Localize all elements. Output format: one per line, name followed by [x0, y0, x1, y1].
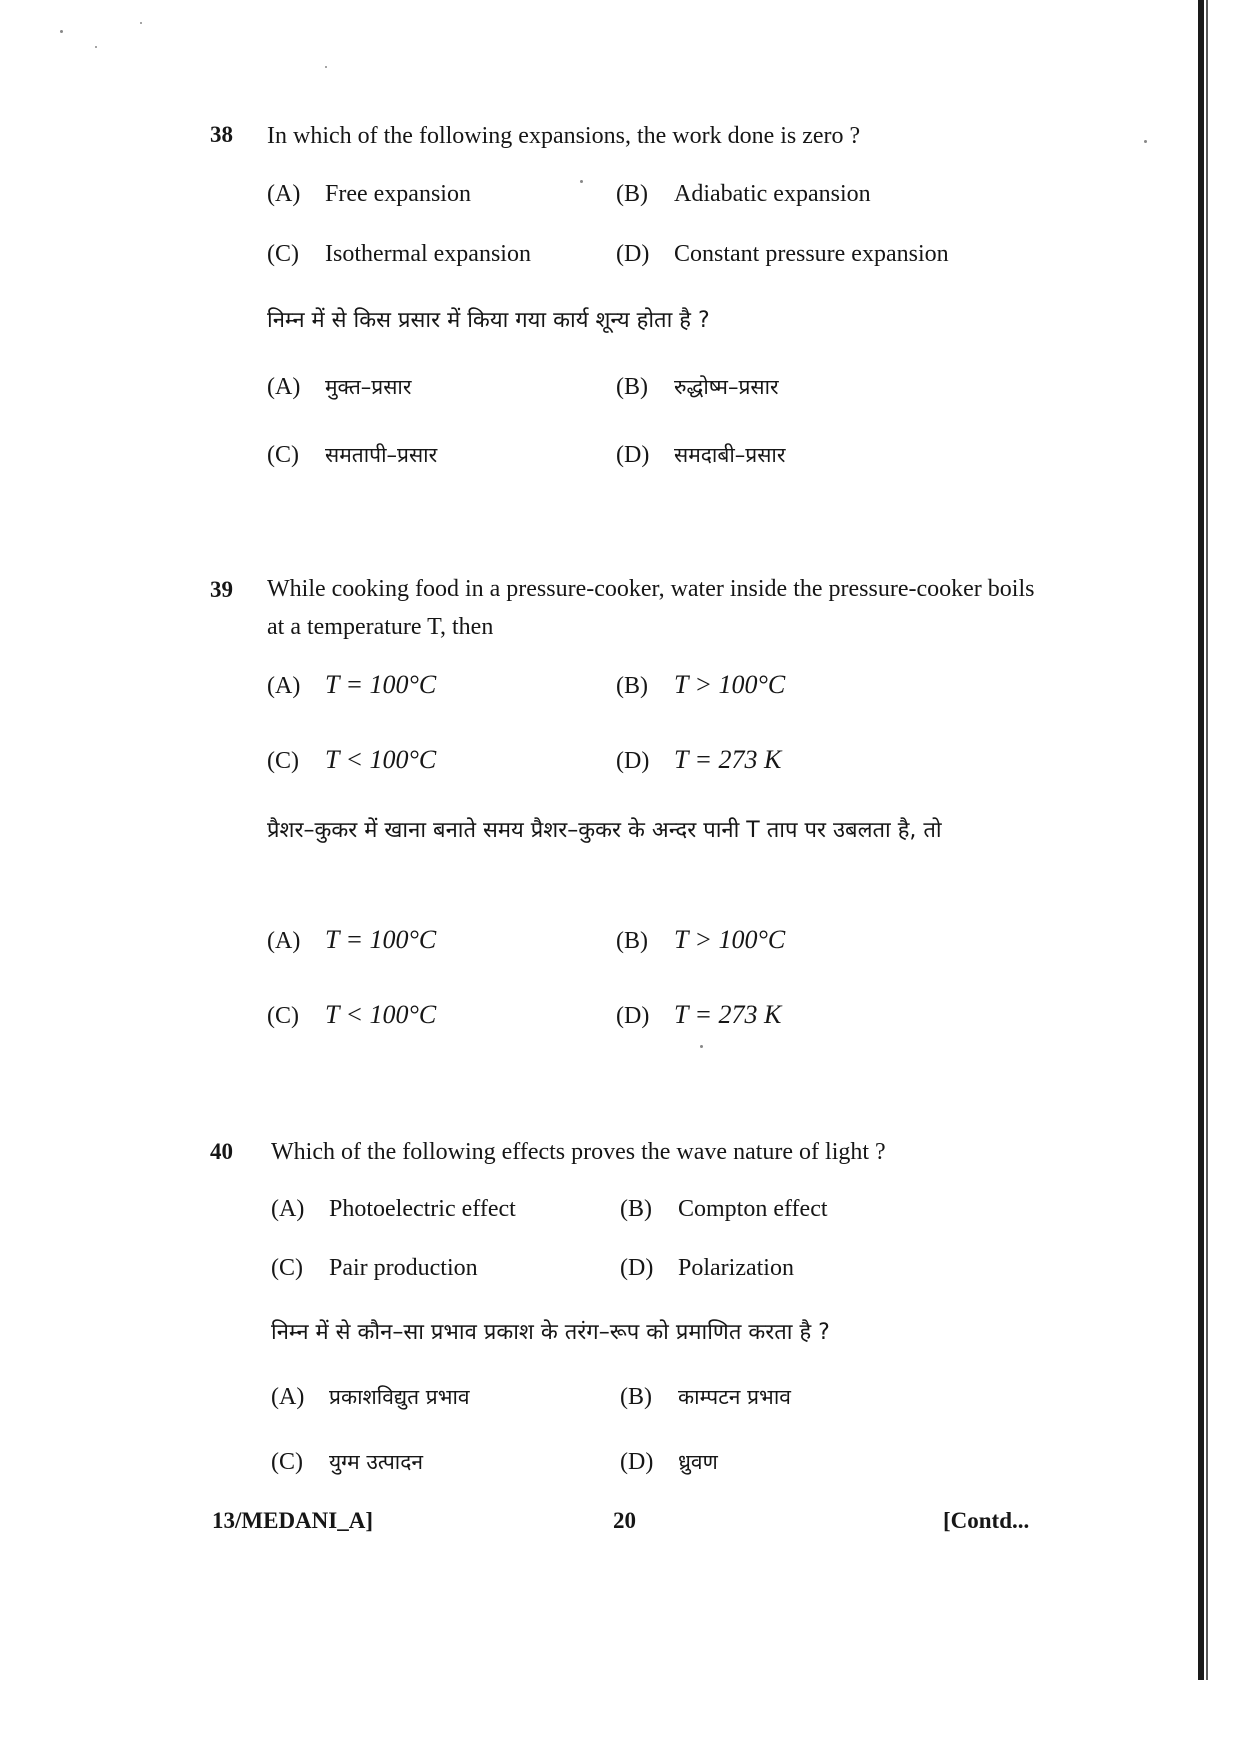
option-text: Adiabatic expansion [674, 181, 871, 207]
binding-edge-line [1198, 0, 1204, 1680]
footer-continued: [Contd... [943, 1508, 1030, 1533]
q39-hindi-option-c[interactable] [267, 1000, 436, 1030]
option-text: मुक्त–प्रसार [325, 375, 412, 399]
option-text: T = 100°C [325, 670, 437, 699]
option-text: Free expansion [325, 181, 471, 207]
q40-hindi-option-b[interactable] [620, 1383, 791, 1411]
scan-speck [60, 30, 63, 33]
question-38-hindi-text: निम्न में से किस प्रसार में किया गया कार्य शून्य होता है ? [267, 308, 710, 333]
scan-speck [140, 22, 142, 24]
question-39-hindi-text: प्रैशर–कुकर में खाना बनाते समय प्रैशर–कुकर के अन्दर पानी T ताप पर उबलता है, तो [267, 818, 942, 843]
option-label: (B) [616, 928, 648, 954]
q38-option-b[interactable] [616, 181, 871, 208]
q39-hindi-option-b[interactable] [616, 925, 785, 955]
option-label: (D) [616, 1003, 650, 1029]
option-text: Constant pressure expansion [674, 241, 949, 267]
question-38-number: 38 [210, 122, 233, 147]
question-39-text: While cooking food in a pressure-cooker, water inside the pressure-cooker boils at a temperature T, then [267, 576, 1035, 640]
q38-option-c[interactable] [267, 241, 531, 268]
option-text: ध्रुवण [678, 1450, 718, 1474]
option-label: (D) [616, 748, 650, 774]
scan-speck [580, 180, 583, 183]
q39-option-a[interactable] [267, 670, 436, 700]
option-label: (C) [267, 442, 299, 468]
option-text: T = 273 K [674, 1000, 782, 1029]
q39-option-b[interactable] [616, 670, 785, 700]
scan-speck [95, 46, 97, 48]
option-label: (D) [616, 241, 650, 267]
option-label: (B) [620, 1384, 652, 1410]
option-label: (D) [620, 1449, 654, 1475]
option-label: (A) [267, 673, 301, 699]
option-label: (C) [271, 1255, 303, 1281]
option-label: (A) [267, 374, 301, 400]
q38-hindi-option-a[interactable] [267, 373, 411, 401]
option-label: (B) [616, 673, 648, 699]
option-label: (C) [267, 1003, 299, 1029]
q38-hindi-option-d[interactable] [616, 441, 785, 469]
option-label: (C) [267, 748, 299, 774]
q40-option-a[interactable] [271, 1196, 516, 1223]
question-38-text: In which of the following expansions, the work done is zero ? [267, 123, 861, 149]
option-label: (D) [620, 1255, 654, 1281]
q38-hindi-option-b[interactable] [616, 373, 779, 401]
footer-page-number: 20 [613, 1508, 636, 1533]
option-text: T < 100°C [325, 1000, 437, 1029]
option-text: Isothermal expansion [325, 241, 531, 267]
q38-option-a[interactable] [267, 181, 471, 208]
scan-speck [325, 66, 327, 68]
option-label: (D) [616, 442, 650, 468]
option-label: (A) [267, 181, 301, 207]
option-label: (A) [267, 928, 301, 954]
scan-speck [1144, 140, 1147, 143]
q39-hindi-option-a[interactable] [267, 925, 436, 955]
option-text: समतापी–प्रसार [325, 443, 438, 467]
option-text: रुद्धोष्म–प्रसार [674, 375, 779, 399]
q40-hindi-option-a[interactable] [271, 1383, 470, 1411]
q40-option-b[interactable] [620, 1196, 828, 1223]
option-text: प्रकाशविद्युत प्रभाव [329, 1385, 470, 1409]
option-text: Pair production [329, 1255, 478, 1281]
q39-hindi-option-d[interactable] [616, 1000, 781, 1030]
option-text: T = 100°C [325, 925, 437, 954]
option-text: T < 100°C [325, 745, 437, 774]
question-40-text: Which of the following effects proves the wave nature of light ? [271, 1139, 886, 1165]
option-text: समदाबी–प्रसार [674, 443, 786, 467]
option-text: T > 100°C [674, 925, 786, 954]
footer-paper-code: 13/MEDANI_A] [212, 1508, 373, 1533]
q40-hindi-option-d[interactable] [620, 1448, 718, 1476]
q40-option-d[interactable] [620, 1255, 794, 1282]
q39-option-c[interactable] [267, 745, 436, 775]
q38-option-d[interactable] [616, 241, 949, 268]
q40-option-c[interactable] [271, 1255, 478, 1282]
option-label: (A) [271, 1196, 305, 1222]
option-label: (A) [271, 1384, 305, 1410]
option-label: (C) [271, 1449, 303, 1475]
option-label: (B) [620, 1196, 652, 1222]
scan-speck [700, 1045, 703, 1048]
option-label: (C) [267, 241, 299, 267]
binding-edge-shadow [1206, 0, 1208, 1680]
option-text: Polarization [678, 1255, 794, 1281]
option-text: T = 273 K [674, 745, 782, 774]
question-40-hindi-text: निम्न में से कौन–सा प्रभाव प्रकाश के तरंग–रूप को प्रमाणित करता है ? [271, 1320, 830, 1345]
q39-option-d[interactable] [616, 745, 781, 775]
option-label: (B) [616, 374, 648, 400]
option-text: युग्म उत्पादन [329, 1450, 424, 1474]
option-label: (B) [616, 181, 648, 207]
option-text: काम्पटन प्रभाव [678, 1385, 791, 1409]
q40-hindi-option-c[interactable] [271, 1448, 423, 1476]
q38-hindi-option-c[interactable] [267, 441, 437, 469]
question-39-number: 39 [210, 577, 233, 602]
option-text: T > 100°C [674, 670, 786, 699]
option-text: Photoelectric effect [329, 1196, 516, 1222]
option-text: Compton effect [678, 1196, 828, 1222]
question-40-number: 40 [210, 1139, 233, 1164]
